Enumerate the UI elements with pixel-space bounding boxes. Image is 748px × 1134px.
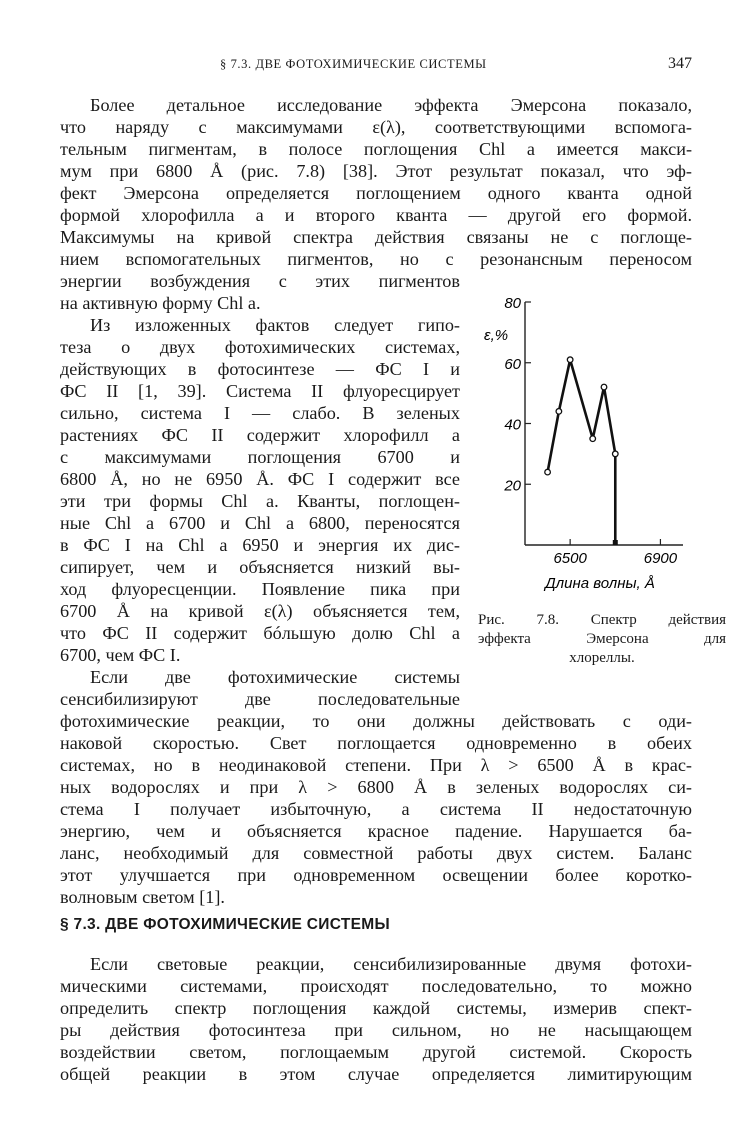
text-line: энергии возбуждения с этих пигментов xyxy=(60,271,460,291)
text-line: тельным пигментам, в полосе поглощения Chl a имеется макси- xyxy=(60,139,692,159)
text-line: Более детальное исследование эффекта Эмерсона показало, xyxy=(90,95,692,115)
text-line: мум при 6800 Å (рис. 7.8) [38]. Этот результат показал, что эф- xyxy=(60,161,692,181)
text-line: растениях ФС II содержит хлорофилл a xyxy=(60,425,460,445)
text-line: эти три формы Chl a. Кванты, поглощен- xyxy=(60,491,460,511)
y-tick-label: 20 xyxy=(504,477,521,495)
section-text-line: общей реакции в этом случае определяется лимитирующим xyxy=(60,1064,692,1084)
text-line: в ФС I на Chl a 6950 и энергия их дис- xyxy=(60,535,460,555)
y-tick-label: 80 xyxy=(504,295,521,312)
x-tick-label: 6900 xyxy=(643,550,678,567)
text-line: что наряду с максимумами ε(λ), соответствующими вспомога- xyxy=(60,117,692,137)
text-line: 6700, чем ФС I. xyxy=(60,645,181,665)
figure-caption-line: хлореллы. xyxy=(569,650,635,666)
text-line: на активную форму Chl a. xyxy=(60,293,261,313)
data-point xyxy=(601,384,607,390)
text-line: ФС II [1, 39]. Система II флуоресцирует xyxy=(60,381,460,401)
section-text-line: ры действия фотосинтеза при сильном, но не насыщающем xyxy=(60,1020,692,1040)
x-axis-label: Длина волны, Å xyxy=(545,575,655,592)
section-text-line: Если световые реакции, сенсибилизированные двумя фотохи- xyxy=(90,954,692,974)
text-line: формой хлорофилла a и второго кванта — другой его формой. xyxy=(60,205,692,225)
data-point xyxy=(612,451,618,457)
figure-caption-line: эффекта Эмерсона для xyxy=(478,631,726,647)
text-line: энергию, чем и объясняется красное падение. Нарушается ба- xyxy=(60,821,692,841)
data-point xyxy=(567,357,573,363)
text-line: наковой скоростью. Свет поглощается одновременно в обеих xyxy=(60,733,692,753)
text-line: ход флуоресценции. Появление пика при xyxy=(60,579,460,599)
text-line: действующих в фотосинтезе — ФС I и xyxy=(60,359,460,379)
y-tick-label: 40 xyxy=(504,416,521,434)
text-line: этот улучшается при одновременном освещении более коротко- xyxy=(60,865,692,885)
text-line: Максимумы на кривой спектра действия связаны не с поглоще- xyxy=(60,227,692,247)
text-line: Из изложенных фактов следует гипо- xyxy=(90,315,460,335)
text-line: стема I получает избыточную, а система II недостаточную xyxy=(60,799,692,819)
y-axis-label: ε,% xyxy=(484,327,509,344)
text-line: сенсибилизируют две последовательные xyxy=(60,689,460,709)
text-line: волновым светом [1]. xyxy=(60,887,225,907)
running-title: § 7.3. ДВЕ ФОТОХИМИЧЕСКИЕ СИСТЕМЫ xyxy=(220,57,487,71)
figure-caption xyxy=(478,611,726,668)
section-text-line: мическими системами, происходят последовательно, то можно xyxy=(60,976,692,996)
text-line: теза о двух фотохимических системах, xyxy=(60,337,460,357)
section-text-line: воздействии светом, поглощаемым другой системой. Скорость xyxy=(60,1042,692,1062)
data-point xyxy=(556,409,562,415)
data-point xyxy=(590,436,596,442)
text-line: что ФС II содержит бóльшую долю Chl a xyxy=(60,623,460,643)
text-line: фект Эмерсона определяется поглощением одного кванта одной xyxy=(60,183,692,203)
text-line: ных водорослях и при λ > 6800 Å в зеленых водорослях си- xyxy=(60,777,692,797)
figure-7-8 xyxy=(478,292,738,592)
x-tick-label: 6500 xyxy=(553,550,587,567)
text-line: ланс, необходимый для совместной работы двух систем. Баланс xyxy=(60,843,692,863)
section-text-line: определить спектр поглощения каждой системы, измерив спект- xyxy=(60,998,692,1018)
text-line: Если две фотохимические системы xyxy=(90,667,460,687)
y-tick-label: 60 xyxy=(504,355,521,373)
section-heading: § 7.3. ДВЕ ФОТОХИМИЧЕСКИЕ СИСТЕМЫ xyxy=(60,916,390,933)
text-line: ные Chl a 6700 и Chl a 6800, переносятся xyxy=(60,513,460,533)
emerson-action-spectrum-chart xyxy=(478,292,738,592)
running-head xyxy=(60,55,692,77)
data-point xyxy=(545,469,551,475)
text-line: с максимумами поглощения 6700 и xyxy=(60,447,460,467)
page-number: 347 xyxy=(668,55,692,72)
text-line: 6800 Å, но не 6950 Å. ФС I содержит все xyxy=(60,469,460,489)
text-line: системах, но в неодинаковой степени. При λ > 6500 Å в крас- xyxy=(60,755,692,775)
text-line: 6700 Å на кривой ε(λ) объясняется тем, xyxy=(60,601,460,621)
text-line: сильно, система I — слабо. В зеленых xyxy=(60,403,460,423)
text-line: фотохимические реакции, то они должны действовать с оди- xyxy=(60,711,692,731)
data-point-drop xyxy=(613,540,618,545)
figure-caption-line: Рис. 7.8. Спектр действия xyxy=(478,612,726,628)
text-line: нием вспомогательных пигментов, но с резонансным переносом xyxy=(60,249,692,269)
text-line: сипирует, чем и объясняется низкий вы- xyxy=(60,557,460,577)
